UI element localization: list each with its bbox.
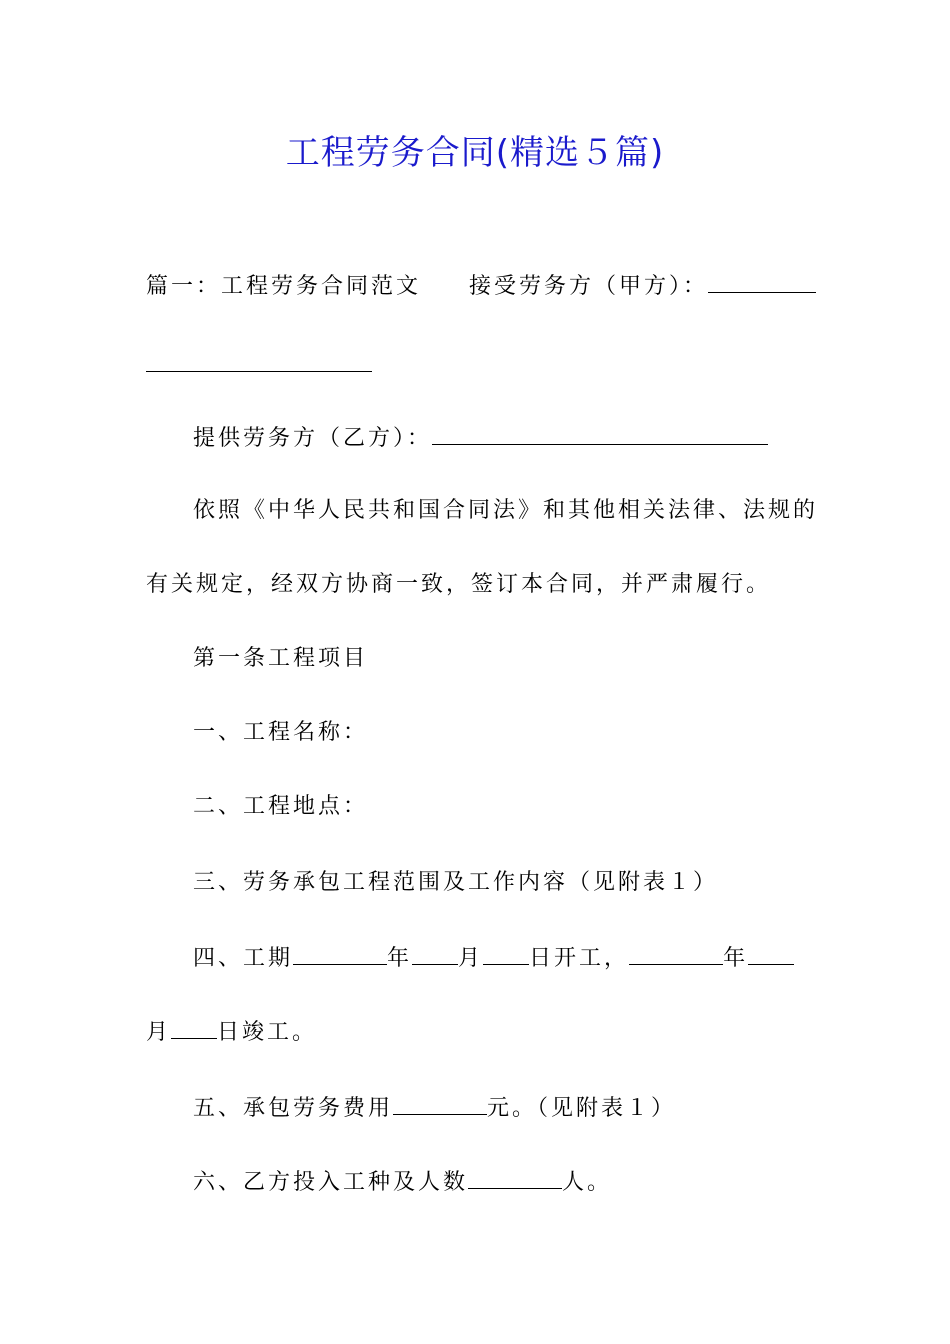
paragraph-basis-line2: 有关规定，经双方协商一致，签订本合同，并严肃履行。 [146, 572, 772, 597]
end-day-blank[interactable] [171, 1016, 217, 1039]
article-heading: 第一条工程项目 [193, 646, 369, 671]
start-year-blank[interactable] [293, 942, 387, 965]
party-a-blank-continued[interactable] [146, 371, 372, 372]
paragraph-party-b [193, 422, 873, 454]
paragraph-basis-line1: 依照《中华人民共和国合同法》和其他相关法律、法规的 [193, 498, 819, 523]
end-year-blank[interactable] [629, 942, 723, 965]
paragraph-party-a [146, 270, 826, 302]
start-month-blank[interactable] [412, 942, 458, 965]
clause-schedule-line1: 四、工期 年 月 日开工， 年 [193, 942, 873, 974]
clause-labor-fee: 五、承包劳务费用 元。（见附表１） [193, 1092, 873, 1124]
clause-workers: 六、乙方投入工种及人数 人。 [193, 1166, 873, 1198]
clause-project-location: 二、工程地点： [193, 794, 369, 819]
party-b-blank[interactable] [432, 422, 768, 445]
clause-project-name: 一、工程名称： [193, 720, 369, 745]
document-title: 工程劳务合同(精选５篇) [285, 133, 665, 173]
worker-count-blank[interactable] [468, 1166, 562, 1189]
party-b-label: 提供劳务方（乙方）： [193, 426, 433, 451]
labor-fee-blank[interactable] [393, 1092, 487, 1115]
party-a-label: 接受劳务方（甲方）： [469, 274, 709, 299]
end-month-blank[interactable] [748, 942, 794, 965]
clause-work-scope: 三、劳务承包工程范围及工作内容（见附表１） [193, 870, 719, 895]
clause-schedule-line2: 月 日竣工。 [146, 1016, 826, 1048]
party-a-blank[interactable] [708, 270, 816, 293]
start-day-blank[interactable] [483, 942, 529, 965]
section-heading: 篇一：工程劳务合同范文 [146, 274, 422, 299]
